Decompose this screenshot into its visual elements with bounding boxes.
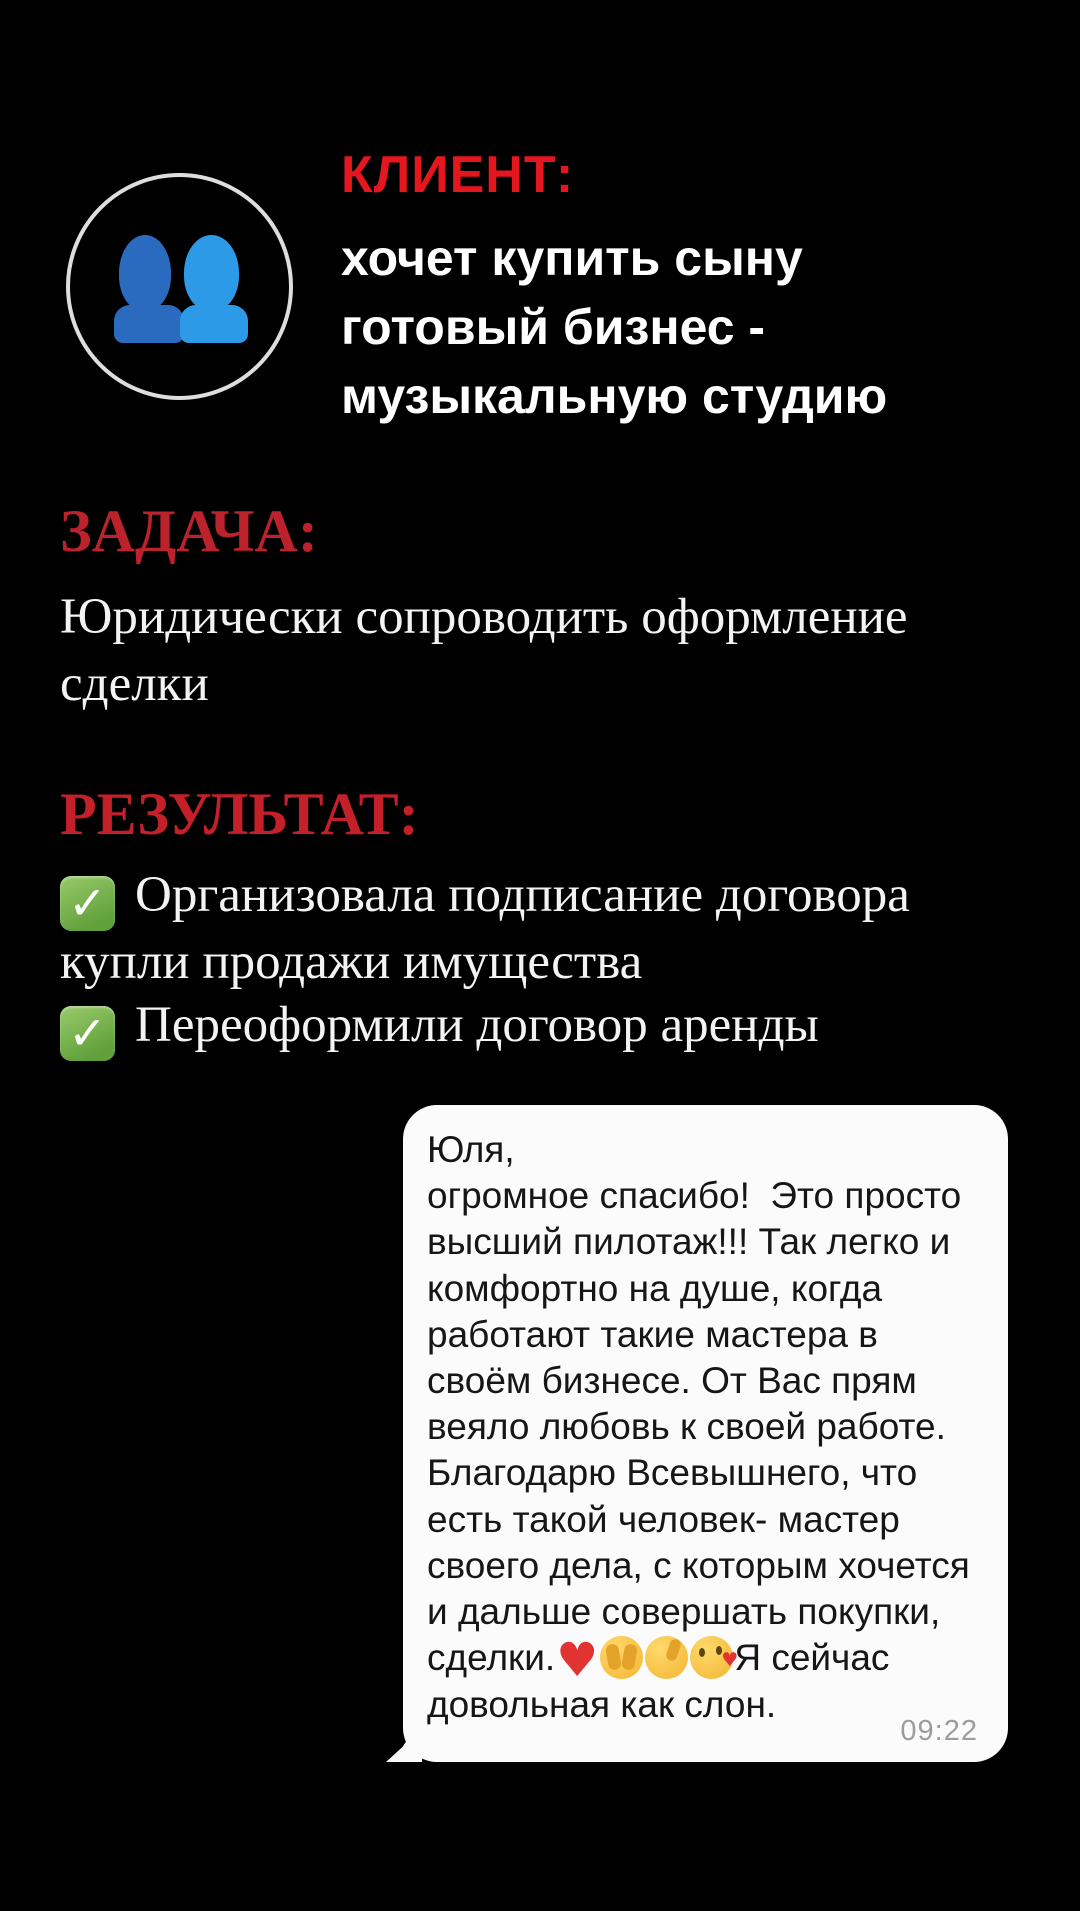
thumbs-up-emoji	[645, 1636, 688, 1679]
text-line: Юридически сопроводить оформление	[60, 589, 908, 645]
text-line: своего дела, с которым хочется	[427, 1544, 970, 1586]
text-line: есть такой человек- мастер	[427, 1498, 900, 1540]
result-line: ✓ Организовала подписание договора	[60, 864, 1060, 931]
result-heading: РЕЗУЛЬТАТ:	[60, 781, 419, 847]
chat-message-bubble	[403, 1105, 1008, 1762]
client-heading: КЛИЕНТ:	[341, 146, 575, 204]
text-line: и дальше совершать покупки,	[427, 1591, 941, 1633]
text-line: Благодарю Всевышнего, что	[427, 1452, 918, 1494]
message-timestamp: 09:22	[900, 1715, 978, 1747]
text-line-with-emojis: сделки.♥ ♥ Я сейчас	[427, 1635, 990, 1682]
client-description	[341, 224, 887, 431]
text-line: хочет купить сыну	[341, 230, 803, 286]
text-line: музыкальную студию	[341, 368, 888, 424]
palms-up-together-emoji	[600, 1636, 643, 1679]
text-line: высший пилотаж!!! Так легко и	[427, 1221, 951, 1263]
check-icon: ✓	[60, 876, 115, 931]
text-line: работают такие мастера в	[427, 1313, 878, 1355]
text-line: своём бизнесе. От Вас прям	[427, 1360, 917, 1402]
chat-message-text	[427, 1127, 990, 1728]
text-line: довольная как слон.	[427, 1684, 777, 1726]
text-line: веяло любовь к своей работе.	[427, 1406, 946, 1448]
check-icon: ✓	[60, 1006, 115, 1061]
text-line: Юля,	[427, 1129, 515, 1170]
text-line: комфортно на душе, когда	[427, 1267, 883, 1309]
result-list	[60, 864, 1060, 1061]
client-avatar	[66, 173, 293, 400]
result-line: ✓ Переоформили договор аренды	[60, 994, 1060, 1061]
red-heart-emoji: ♥	[556, 1633, 599, 1689]
text-line: сделки	[60, 656, 209, 712]
person-right-icon	[70, 177, 289, 396]
result-line: купли продажи имущества	[60, 934, 643, 990]
text-line: готовый бизнес -	[341, 299, 766, 355]
text-line: огромное спасибо! Это просто	[427, 1175, 962, 1217]
face-blowing-kiss-emoji	[690, 1636, 733, 1679]
task-description	[60, 584, 908, 718]
task-heading: ЗАДАЧА:	[60, 498, 318, 564]
